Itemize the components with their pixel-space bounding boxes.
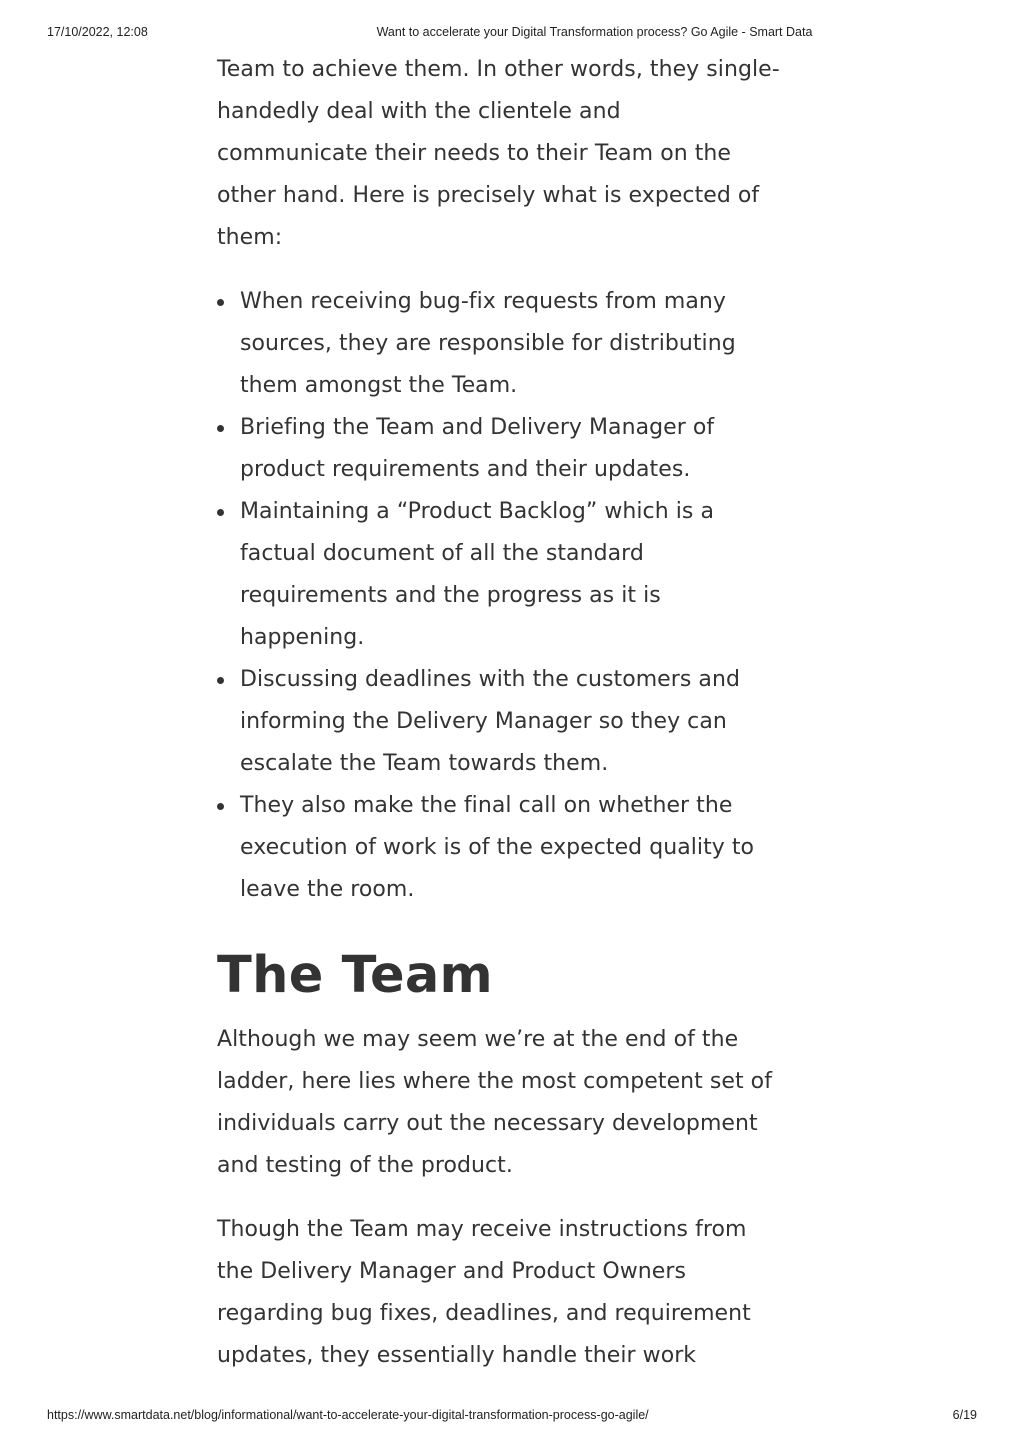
text-line: leave the room. (240, 877, 415, 902)
bullet-icon (217, 803, 224, 810)
text-line: happening. (240, 625, 365, 650)
text-line: Though the Team may receive instructions from (217, 1217, 747, 1242)
text-line: other hand. Here is precisely what is expected of (217, 183, 760, 208)
bullet-icon (217, 299, 224, 306)
bullet-icon (217, 425, 224, 432)
list-item (217, 491, 817, 659)
text-line: and testing of the product. (217, 1153, 513, 1178)
list-item (217, 659, 817, 785)
body-paragraph (217, 1019, 817, 1187)
text-line: factual document of all the standard (240, 541, 644, 566)
bullet-icon (217, 509, 224, 516)
text-line: them amongst the Team. (240, 373, 518, 398)
text-line: handedly deal with the clientele and (217, 99, 621, 124)
text-line: Maintaining a “Product Backlog” which is a (240, 499, 714, 524)
lead-paragraph (217, 49, 817, 259)
text-line: updates, they essentially handle their work (217, 1343, 697, 1368)
section-heading: The Team (217, 946, 494, 1005)
text-line: Team to achieve them. In other words, they single- (217, 57, 780, 82)
body-paragraph (217, 1209, 817, 1377)
print-page-number: 6/19 (952, 1408, 977, 1422)
text-line: sources, they are responsible for distributing (240, 331, 736, 356)
text-line: Although we may seem we’re at the end of the (217, 1027, 739, 1052)
print-page-title: Want to accelerate your Digital Transformation process? Go Agile - Smart Data (376, 25, 813, 39)
list-item (217, 407, 817, 491)
text-line: regarding bug fixes, deadlines, and requirement (217, 1301, 751, 1326)
print-footer (0, 1408, 1024, 1424)
text-line: the Delivery Manager and Product Owners (217, 1259, 686, 1284)
text-line: communicate their needs to their Team on the (217, 141, 732, 166)
text-line: them: (217, 225, 283, 250)
text-line: informing the Delivery Manager so they can (240, 709, 727, 734)
print-header (0, 25, 1024, 41)
print-datetime: 17/10/2022, 12:08 (47, 25, 148, 39)
print-url: https://www.smartdata.net/blog/informational/want-to-accelerate-your-digital-transformation-process-go-agile/ (47, 1408, 649, 1422)
text-line: escalate the Team towards them. (240, 751, 609, 776)
list-item (217, 785, 817, 911)
text-line: ladder, here lies where the most competent set of (217, 1069, 772, 1094)
text-line: execution of work is of the expected quality to (240, 835, 755, 860)
text-line: Briefing the Team and Delivery Manager of (240, 415, 715, 440)
text-line: product requirements and their updates. (240, 457, 691, 482)
responsibilities-list (217, 281, 817, 911)
text-line: They also make the final call on whether the (240, 793, 733, 818)
list-item (217, 281, 817, 407)
text-line: When receiving bug-fix requests from many (240, 289, 726, 314)
text-line: Discussing deadlines with the customers and (240, 667, 740, 692)
text-line: individuals carry out the necessary development (217, 1111, 758, 1136)
article-body (217, 49, 817, 1377)
bullet-icon (217, 677, 224, 684)
text-line: requirements and the progress as it is (240, 583, 661, 608)
